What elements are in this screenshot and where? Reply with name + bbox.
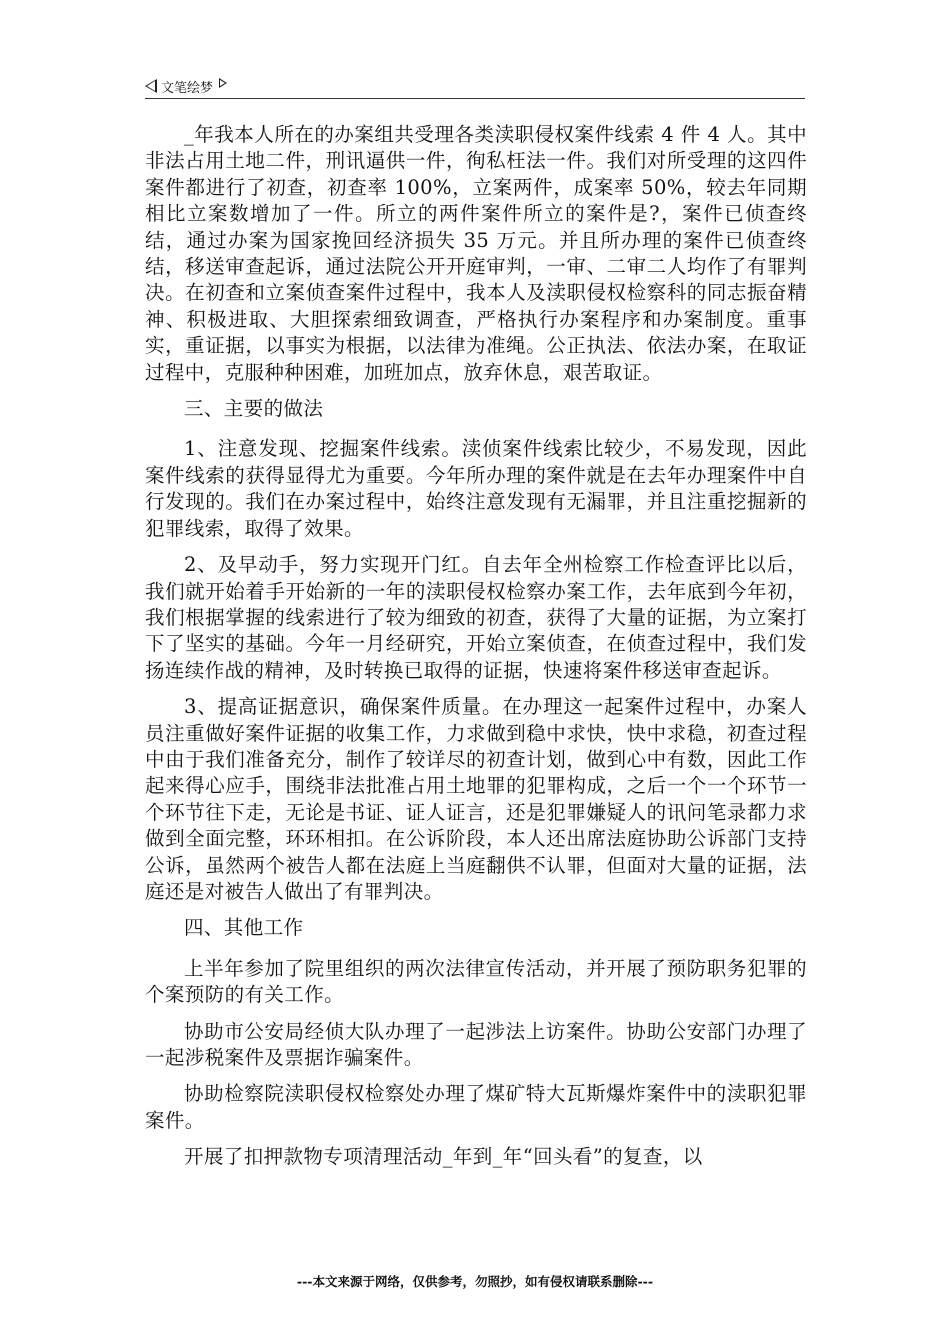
paragraph-other-4: 开展了扣押款物专项清理活动_年到_年“回头看”的复查，以 [184, 1145, 703, 1169]
section-heading-other-work: 四、其他工作 [184, 916, 304, 940]
paragraph-other-2: 协助市公安局经侦大队办理了一起涉法上访案件。协助公安部门办理了一起涉税案件及票据诈骗案件。 [145, 1019, 807, 1069]
paragraph-method-2: 2、及早动手，努力实现开门红。自去年全州检察工作检查评比以后，我们就开始着手开始新的一年的渎职侵权检察办案工作，去年底到今年初，我们根据掌握的线索进行了较为细致的初查，获得了大量的证据，为立案打下了坚实的基础。今年一月经研究，开始立案侦查，在侦查过程中，我们发扬连续作战的精神，及时转换已取得的证据，快速将案件移送审查起诉。 [145, 553, 807, 682]
paragraph-summary: _年我本人所在的办案组共受理各类渎职侵权案件线索 4 件 4 人。其中非法占用土地二件，刑讯逼供一件，徇私枉法一件。我们对所受理的这四件案件都进行了初查，初查率 100%，立案两件，成案率 50%，较去年同期相比立案数增加了一件。所立的两件案件所立的案件是?，案件已侦查终结，通过办案为国家挽回经济损失 35 万元。并且所办理的案件已侦查终结，移送审查起诉，通过法院公开开庭审判，一审、二审二人均作了有罪判决。在初查和立案侦查案件过程中，我本人及渎职侵权检察科的同志振奋精神、积极进取、大胆探索细致调查，严格执行办案程序和办案制度。重事实，重证据，以事实为根据，以法律为准绳。公正执法、依法办案，在取证过程中，克服种种困难，加班加点，放弃休息，艰苦取证。 [145, 123, 807, 384]
paragraph-other-1: 上半年参加了院里组织的两次法律宣传活动，并开展了预防职务犯罪的个案预防的有关工作。 [145, 956, 807, 1007]
page-footer-disclaimer: ---本文来源于网络，仅供参考，勿照抄，如有侵权请联系删除--- [296, 1274, 654, 1289]
triangle-right-icon [219, 78, 227, 88]
section-heading-methods: 三、主要的做法 [184, 397, 324, 421]
document-body [145, 122, 807, 1181]
triangle-left-icon [145, 79, 157, 93]
paragraph-method-3: 3、提高证据意识，确保案件质量。在办理这一起案件过程中，办案人员注重做好案件证据的收集工作，力求做到稳中求快，快中求稳，初查过程中由于我们准备充分，制作了较详尽的初查计划，做到心中有数，因此工作起来得心应手，围绕非法批准占用土地罪的犯罪构成，之后一个一个环节一个环节往下走，无论是书证、证人证言，还是犯罪嫌疑人的讯问笔录都力求做到全面完整，环环相扣。在公诉阶段，本人还出席法庭协助公诉部门支持公诉，虽然两个被告人都在法庭上当庭翻供不认罪，但面对大量的证据，法庭还是对被告人做出了有罪判决。 [145, 695, 807, 903]
page-header [145, 74, 805, 99]
header-brand: 文笔绘梦 [161, 80, 214, 96]
paragraph-other-3: 协助检察院渎职侵权检察处办理了煤矿特大瓦斯爆炸案件中的渎职犯罪案件。 [145, 1082, 807, 1132]
paragraph-method-1: 1、注意发现、挖掘案件线索。渎侦案件线索比较少，不易发现，因此案件线索的获得显得尤为重要。今年所办理的案件就是在去年办理案件中自行发现的。我们在办案过程中，始终注意发现有无漏罪，并且注重挖掘新的犯罪线索，取得了效果。 [145, 437, 807, 540]
